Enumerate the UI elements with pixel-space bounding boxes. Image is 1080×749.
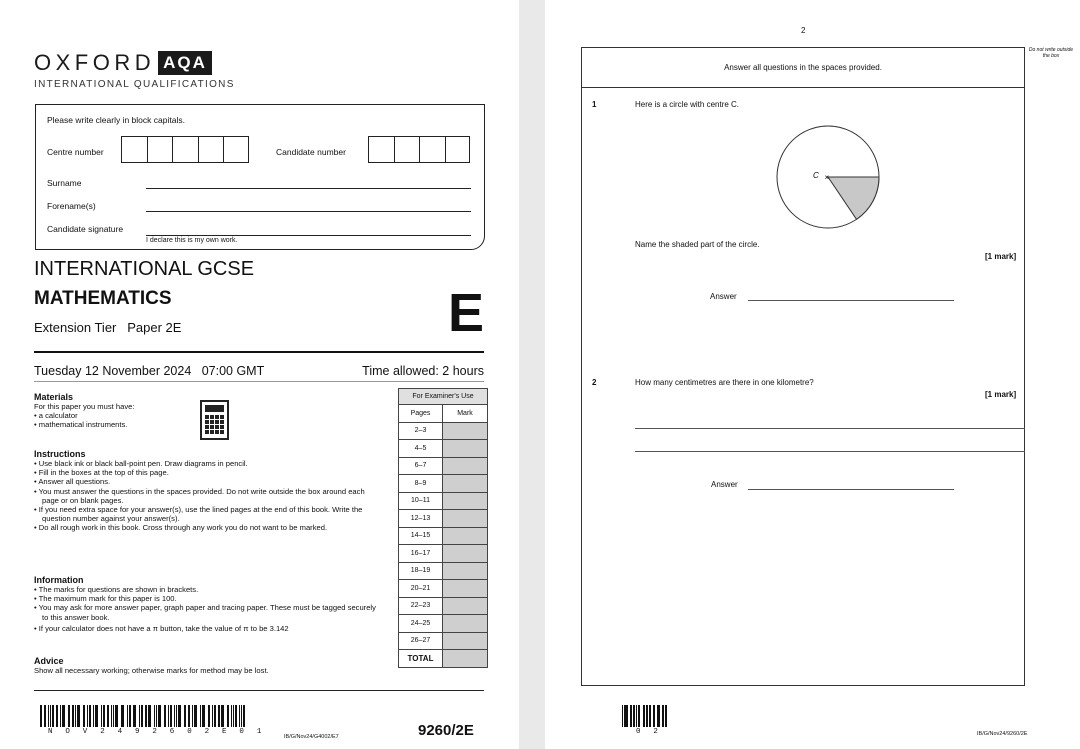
information-item: • The marks for questions are shown in brackets.: [34, 585, 199, 594]
centre-label: C: [813, 171, 819, 180]
barcode-bar: [164, 705, 166, 727]
question-text: Here is a circle with centre C.: [635, 100, 740, 109]
centre-digit-box[interactable]: [198, 136, 224, 163]
barcode-bar: [141, 705, 143, 727]
materials-item: • mathematical instruments.: [34, 420, 128, 430]
pages-cell: 6–7: [399, 457, 443, 475]
question-number: 1: [592, 100, 597, 109]
page-number: 2: [801, 26, 806, 35]
working-line[interactable]: [635, 451, 1025, 452]
mark-cell[interactable]: [443, 632, 488, 650]
answer-line[interactable]: [748, 300, 954, 301]
mark-allocation: [1 mark]: [985, 252, 1017, 261]
logo-subtitle: INTERNATIONAL QUALIFICATIONS: [34, 79, 235, 90]
information-text: The maximum mark for this paper is 100.: [38, 594, 177, 604]
barcode-bar: [87, 705, 88, 727]
mark-cell[interactable]: [443, 475, 488, 493]
time-allowed: Time allowed: 2 hours: [362, 364, 484, 378]
barcode-bar: [148, 705, 151, 727]
table-row: [399, 615, 488, 633]
instruction-item: • Do all rough work in this book. Cross through any work you do not want to be marked.: [34, 523, 328, 533]
barcode-bar: [212, 705, 213, 727]
materials-section: [34, 392, 194, 430]
table-row: [399, 457, 488, 475]
forename-label: Forename(s): [47, 201, 96, 211]
declaration-text: I declare this is my own work.: [146, 237, 238, 244]
instruction-item: • If you need extra space for your answer(s), use the lined pages at the end of this book. Write the question number against your answer(s).: [34, 505, 363, 524]
pages-cell: 18–19: [399, 562, 443, 580]
centre-digit-box[interactable]: [147, 136, 173, 163]
page-barcode-digits: 0 2: [636, 728, 663, 736]
signature-field[interactable]: [146, 235, 471, 236]
advice-section: [34, 656, 380, 675]
barcode-bar: [235, 705, 237, 727]
information-heading: Information: [34, 575, 84, 585]
materials-item-text: a calculator: [38, 411, 78, 421]
centre-digit-box[interactable]: [223, 136, 249, 163]
mark-allocation: [1 mark]: [985, 390, 1017, 399]
logo-oxford: OXFORD: [34, 50, 156, 75]
exam-date: Tuesday 12 November 2024 07:00 GMT: [34, 364, 265, 378]
oxford-aqa-logo: [34, 50, 212, 76]
mark-cell[interactable]: [443, 545, 488, 563]
divider-thin: [34, 381, 484, 382]
barcode-bar: [139, 705, 140, 727]
pages-cell: 20–21: [399, 580, 443, 598]
barcode-bar: [643, 705, 645, 727]
candidate-digit-box[interactable]: [419, 136, 445, 163]
block-capitals-note: Please write clearly in block capitals.: [47, 115, 185, 125]
information-text: The marks for questions are shown in brackets.: [38, 585, 199, 594]
instruction-text: You must answer the questions in the spaces provided. Do not write outside the box around each page or on blank pages.: [38, 486, 365, 505]
mark-cell[interactable]: [443, 440, 488, 458]
barcode-bar: [239, 705, 240, 727]
barcode-bar: [72, 705, 74, 727]
barcode-bar: [174, 705, 175, 727]
information-section: [34, 575, 380, 633]
barcode-bar: [154, 705, 155, 727]
barcode-bar: [638, 705, 640, 727]
barcode-bar: [40, 705, 42, 727]
table-row: [399, 440, 488, 458]
candidate-digit-box[interactable]: [394, 136, 420, 163]
cover-page: [0, 0, 519, 749]
examiners-use-table: [398, 388, 488, 668]
barcode-bar: [657, 705, 659, 727]
barcode-bar: [60, 705, 61, 727]
pages-cell: 8–9: [399, 475, 443, 493]
col-pages-header: Pages: [399, 405, 443, 423]
question-prompt: Name the shaded part of the circle.: [635, 240, 760, 249]
tier-paper: Extension Tier Paper 2E: [34, 320, 182, 335]
barcode-bar: [200, 705, 201, 727]
barcode-bar: [115, 705, 118, 727]
mark-cell[interactable]: [443, 492, 488, 510]
instruction-item: • Answer all questions.: [34, 477, 111, 487]
table-row: [399, 650, 488, 668]
pages-cell: 4–5: [399, 440, 443, 458]
instruction-text: If you need extra space for your answer(s), use the lined pages at the end of this book. Write the question number against your answer(s).: [38, 505, 363, 524]
candidate-digit-box[interactable]: [445, 136, 471, 163]
barcode-bar: [241, 705, 242, 727]
pages-cell: 12–13: [399, 510, 443, 528]
pages-cell: 24–25: [399, 615, 443, 633]
barcode-bar: [202, 705, 205, 727]
pages-cell: 26–27: [399, 632, 443, 650]
barcode-bar: [121, 705, 124, 727]
barcode-bar: [107, 705, 109, 727]
table-row: [399, 527, 488, 545]
centre-number-boxes[interactable]: [121, 136, 249, 163]
logo-aqa: AQA: [158, 51, 212, 75]
barcode-bar: [62, 705, 65, 727]
barcode-bar: [662, 705, 664, 727]
barcode-bar: [630, 705, 632, 727]
total-cell: TOTAL: [399, 650, 443, 668]
instruction-item: • Fill in the boxes at the top of this page.: [34, 468, 169, 478]
centre-cross-icon: ×: [824, 173, 830, 182]
question-text: How many centimetres are there in one kilometre?: [635, 378, 814, 387]
instruction-item: • You must answer the questions in the spaces provided. Do not write outside the box around each page or on blank pages.: [34, 486, 365, 505]
barcode-bar: [89, 705, 91, 727]
instruction-text: Answer all questions.: [38, 477, 111, 487]
barcode-bar: [83, 705, 85, 727]
materials-item: • a calculator: [34, 411, 78, 421]
barcode-bar: [218, 705, 220, 727]
centre-number-label: Centre number: [47, 147, 104, 157]
pages-cell: 14–15: [399, 527, 443, 545]
barcode-bar: [103, 705, 105, 727]
surname-field[interactable]: [146, 188, 471, 189]
barcode: [40, 705, 248, 727]
calculator-icon: [200, 400, 229, 440]
centre-digit-box[interactable]: [121, 136, 147, 163]
question-page: [545, 0, 1080, 749]
advice-heading: Advice: [34, 656, 64, 666]
pages-cell: 10–11: [399, 492, 443, 510]
margin-note: Do not write outside the box: [1028, 47, 1074, 59]
barcode-bar: [170, 705, 172, 727]
divider-thick: [34, 351, 484, 353]
barcode-bar: [184, 705, 186, 727]
instruction-item: • Use black ink or black ball-point pen. Draw diagrams in pencil.: [34, 459, 248, 468]
barcode-bar: [95, 705, 98, 727]
page-barcode: [622, 705, 669, 727]
footer-divider: [34, 690, 484, 691]
advice-text: Show all necessary working; otherwise marks for method may be lost.: [34, 666, 269, 675]
barcode-bar: [93, 705, 94, 727]
barcode-bar: [194, 705, 197, 727]
materials-intro: For this paper you must have:: [34, 402, 135, 411]
table-row: [399, 580, 488, 598]
col-mark-header: Mark: [443, 405, 488, 423]
forename-field[interactable]: [146, 211, 471, 212]
barcode-bar: [77, 705, 80, 727]
page-footer-reference: IB/G/Nov24/9260/2E: [977, 731, 1028, 737]
materials-item-text: mathematical instruments.: [38, 420, 128, 430]
barcode-bar: [101, 705, 102, 727]
information-text: You may ask for more answer paper, graph paper and tracing paper. These must be tagged securely to this answer book.: [38, 603, 376, 622]
surname-label: Surname: [47, 178, 82, 188]
barcode-bar: [233, 705, 234, 727]
qualification-title: INTERNATIONAL GCSE: [34, 258, 255, 280]
pages-cell: 2–3: [399, 422, 443, 440]
subject-title: MATHEMATICS: [34, 288, 172, 309]
barcode-bar: [127, 705, 128, 727]
barcode-bar: [176, 705, 177, 727]
information-item: • If your calculator does not have a π button, take the value of π to be 3.142: [34, 623, 289, 633]
barcode-bar: [625, 705, 627, 727]
barcode-bar: [52, 705, 54, 727]
instruction-text: Fill in the boxes at the top of this page.: [38, 468, 169, 478]
information-item: • The maximum mark for this paper is 100.: [34, 594, 177, 604]
barcode-bar: [168, 705, 169, 727]
table-row: [399, 475, 488, 493]
candidate-number-boxes[interactable]: [368, 136, 470, 163]
candidate-digit-box[interactable]: [368, 136, 394, 163]
barcode-bar: [44, 705, 46, 727]
examiners-use-title: For Examiner's Use: [399, 389, 488, 405]
footer-reference: IB/G/Nov24/G4002/E7: [284, 734, 339, 740]
table-row: [399, 510, 488, 528]
table-row: [399, 422, 488, 440]
barcode-bar: [158, 705, 161, 727]
information-item: • You may ask for more answer paper, graph paper and tracing paper. These must be tagged securely to this answer book.: [34, 603, 376, 622]
materials-heading: Materials: [34, 392, 74, 402]
table-row: [399, 632, 488, 650]
barcode-bar: [192, 705, 193, 727]
barcode-bar: [214, 705, 216, 727]
answer-label: Answer: [710, 292, 737, 301]
barcode-bar: [653, 705, 655, 727]
barcode-bar: [221, 705, 224, 727]
mark-cell[interactable]: [443, 562, 488, 580]
candidate-number-label: Candidate number: [276, 147, 346, 157]
barcode-bar: [133, 705, 136, 727]
question-number: 2: [592, 378, 597, 387]
pages-cell: 16–17: [399, 545, 443, 563]
paper-code: 9260/2E: [418, 722, 474, 739]
barcode-bar: [75, 705, 76, 727]
answer-line[interactable]: [748, 489, 954, 490]
barcode-bar: [156, 705, 157, 727]
table-row: [399, 545, 488, 563]
mark-cell[interactable]: [443, 422, 488, 440]
signature-label: Candidate signature: [47, 224, 124, 234]
barcode-bar: [178, 705, 181, 727]
barcode-bar: [145, 705, 147, 727]
instructions-section: [34, 449, 380, 533]
mark-cell[interactable]: [443, 615, 488, 633]
barcode-bar: [227, 705, 229, 727]
instruction-text: Do all rough work in this book. Cross through any work you do not want to be marked.: [38, 523, 328, 533]
barcode-bar: [113, 705, 114, 727]
centre-digit-box[interactable]: [172, 136, 198, 163]
barcode-bar: [129, 705, 131, 727]
mark-cell[interactable]: [443, 510, 488, 528]
table-row: [399, 597, 488, 615]
answer-label: Answer: [711, 480, 738, 489]
instructions-heading: Instructions: [34, 449, 86, 459]
barcode-bar: [50, 705, 51, 727]
information-text: If your calculator does not have a π button, take the value of π to be 3.142: [38, 623, 289, 633]
mark-cell[interactable]: [443, 597, 488, 615]
table-row: [399, 562, 488, 580]
barcode-bar: [646, 705, 648, 727]
table-row: [399, 492, 488, 510]
mark-cell[interactable]: [443, 580, 488, 598]
barcode-bar: [208, 705, 210, 727]
barcode-bar: [188, 705, 190, 727]
circle-diagram: [775, 124, 881, 230]
barcode-bar: [243, 705, 245, 727]
total-mark-cell[interactable]: [443, 650, 488, 668]
barcode-bar: [48, 705, 49, 727]
barcode-bar: [56, 705, 58, 727]
answer-all-header: Answer all questions in the spaces provided.: [581, 47, 1025, 88]
barcode-bar: [649, 705, 651, 727]
pages-cell: 22–23: [399, 597, 443, 615]
mark-cell[interactable]: [443, 527, 488, 545]
tier-letter: E: [448, 283, 485, 343]
mark-cell[interactable]: [443, 457, 488, 475]
barcode-bar: [111, 705, 112, 727]
barcode-bar: [665, 705, 667, 727]
working-line[interactable]: [635, 428, 1025, 429]
barcode-digits: N O V 2 4 9 2 6 0 2 E 0 1: [48, 728, 266, 736]
barcode-bar: [633, 705, 635, 727]
instruction-text: Use black ink or black ball-point pen. Draw diagrams in pencil.: [38, 459, 248, 468]
barcode-bar: [231, 705, 232, 727]
barcode-bar: [68, 705, 70, 727]
